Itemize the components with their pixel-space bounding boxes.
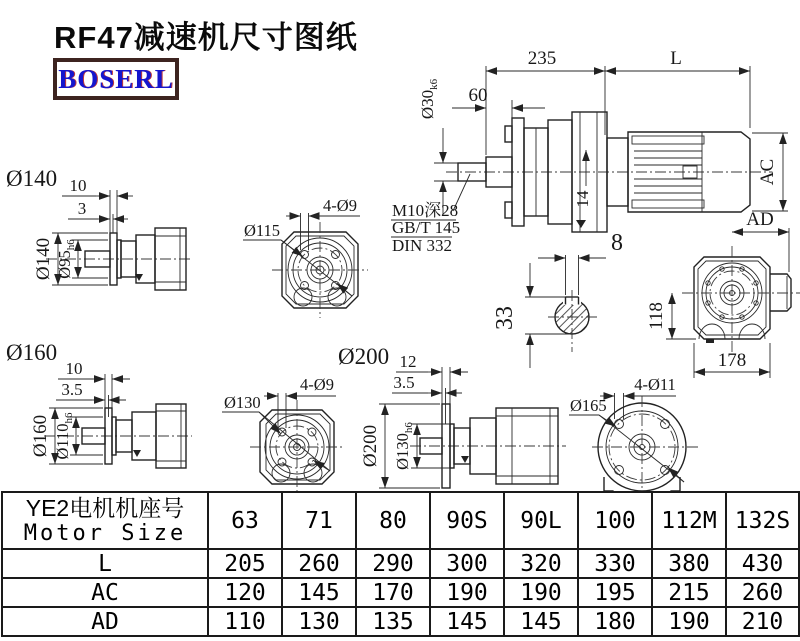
- row-label-AC: AC: [2, 578, 208, 607]
- dim-AC: AC: [757, 158, 778, 186]
- dim-14: 14: [573, 190, 592, 208]
- dim-bolt-circle-165: Ø165: [570, 396, 607, 415]
- table-cell: 180: [578, 607, 652, 636]
- table-cell: 380: [652, 549, 726, 578]
- dim-flange160-od: Ø160: [30, 414, 51, 458]
- table-cell: 320: [504, 549, 578, 578]
- table-col-header: 71: [282, 492, 356, 549]
- dim-bolt-circle-115: Ø115: [244, 221, 281, 240]
- dim-spigot-130: $Ø130_{h6}$: [393, 422, 415, 470]
- dim-L: L: [670, 48, 682, 69]
- table-col-header: 112M: [652, 492, 726, 549]
- dim-178: 178: [717, 350, 747, 371]
- section-label-200: Ø200: [338, 344, 390, 369]
- table-col-header: 80: [356, 492, 430, 549]
- table-cell: 260: [726, 578, 799, 607]
- table-cell: 120: [208, 578, 282, 607]
- table-col-header: 100: [578, 492, 652, 549]
- dim-spigot-95: $Ø95_{h6}$: [55, 239, 77, 279]
- dim-10b: 10: [65, 359, 83, 378]
- note-din: DIN 332: [392, 236, 452, 255]
- motor-size-header-en: Motor Size: [23, 520, 187, 546]
- dim-holes-4x11: 4-Ø11: [634, 375, 676, 394]
- dim-3p5: 3.5: [61, 380, 83, 399]
- table-cell: 260: [282, 549, 356, 578]
- table-cell: 300: [430, 549, 504, 578]
- dim-holes-4x9b: 4-Ø9: [300, 375, 334, 394]
- table-cell: 190: [430, 578, 504, 607]
- dim-AD: AD: [746, 209, 774, 230]
- table-col-header: 63: [208, 492, 282, 549]
- dim-bolt-circle-130: Ø130: [224, 393, 261, 412]
- table-cell: 145: [504, 607, 578, 636]
- table-cell: 190: [504, 578, 578, 607]
- note-gbt: GB/T 145: [392, 218, 461, 237]
- dim-spigot-110: $Ø110_{h6}$: [53, 412, 75, 460]
- dim-3: 3: [77, 199, 87, 218]
- page-title: RF47减速机尺寸图纸: [54, 20, 358, 55]
- table-row: [2, 549, 799, 578]
- section-label-140: Ø140: [6, 166, 58, 191]
- table-cell: 215: [652, 578, 726, 607]
- table-cell: 135: [356, 607, 430, 636]
- table-cell: 290: [356, 549, 430, 578]
- view-flange-140-side: [6, 166, 192, 290]
- view-flange-165-front: [569, 375, 698, 495]
- table-row: [2, 578, 799, 607]
- table-cell: 430: [726, 549, 799, 578]
- motor-size-header-cn: YE2电机机座号: [25, 494, 185, 521]
- table-cell: 195: [578, 578, 652, 607]
- table-col-header: 90S: [430, 492, 504, 549]
- table-cell: 145: [430, 607, 504, 636]
- table-col-header: 132S: [726, 492, 799, 549]
- table-cell: 330: [578, 549, 652, 578]
- view-flange-130-front: [222, 375, 344, 494]
- note-thread: M10深28: [392, 201, 459, 220]
- dim-flange200-od: Ø200: [360, 424, 381, 468]
- table-cell: 110: [208, 607, 282, 636]
- row-label-L: L: [2, 549, 208, 578]
- view-flange-160-side: [6, 340, 192, 468]
- table-row: [2, 607, 799, 636]
- table-cell: 205: [208, 549, 282, 578]
- dim-8: 8: [611, 230, 623, 256]
- table-cell: 190: [652, 607, 726, 636]
- dim-235: 235: [527, 48, 557, 69]
- dim-118: 118: [646, 302, 667, 330]
- row-label-AD: AD: [2, 607, 208, 636]
- table-col-header: 90L: [504, 492, 578, 549]
- dim-33: 33: [492, 306, 518, 330]
- table-cell: 130: [282, 607, 356, 636]
- view-front-ad: [646, 209, 800, 378]
- table-cell: 210: [726, 607, 799, 636]
- view-shaft-section: [492, 230, 623, 368]
- table-header-row: [2, 492, 799, 549]
- dim-3p5b: 3.5: [393, 373, 415, 392]
- view-flange-115-front: [243, 196, 368, 318]
- motor-size-header: [2, 492, 208, 549]
- dim-60: 60: [468, 85, 488, 106]
- view-flange-200-side: [338, 344, 566, 488]
- dim-10: 10: [69, 176, 87, 195]
- boserl-logo-text: BOSERL: [58, 63, 174, 94]
- dimension-table: [1, 491, 800, 637]
- table-cell: 170: [356, 578, 430, 607]
- section-label-160: Ø160: [6, 340, 58, 365]
- table-cell: 145: [282, 578, 356, 607]
- view-main-side: [391, 48, 788, 255]
- dim-flange140-od: Ø140: [33, 237, 54, 281]
- dim-holes-4x9: 4-Ø9: [323, 196, 357, 215]
- dim-12: 12: [399, 352, 417, 371]
- dim-shaft-diameter: $Ø30_{k6}$: [418, 78, 440, 120]
